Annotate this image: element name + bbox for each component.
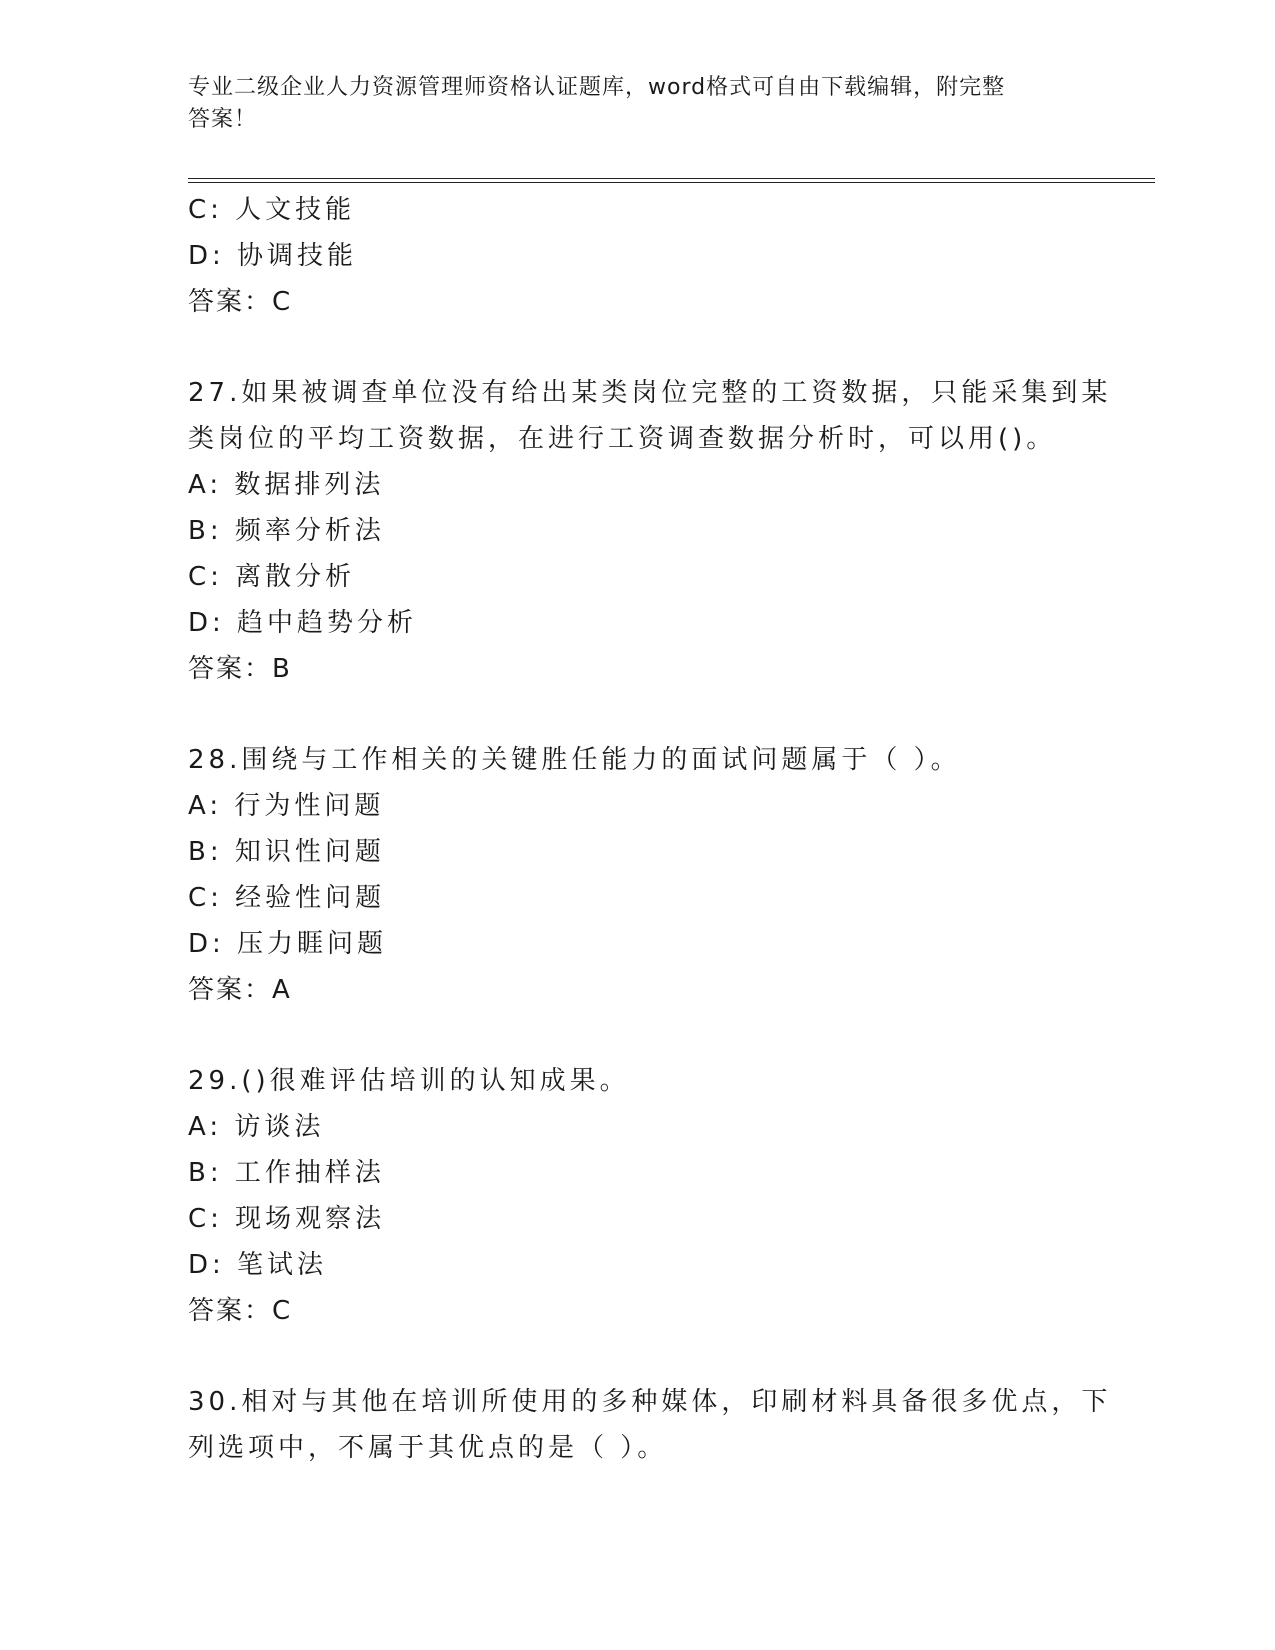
option: B: 知识性问题 xyxy=(188,837,385,867)
question-text: 27.如果被调查单位没有给出某类岗位完整的工资数据，只能采集到某 xyxy=(188,378,1112,408)
header-line: 答案！ xyxy=(188,107,258,132)
question-text: 30.相对与其他在培训所使用的多种媒体，印刷材料具备很多优点，下 xyxy=(188,1387,1112,1417)
question-block-29 xyxy=(188,1058,1088,1334)
question-text: 28.围绕与工作相关的关键胜任能力的面试问题属于（ ）。 xyxy=(188,745,961,775)
document-header xyxy=(188,72,1068,136)
option: D: 趋中趋势分析 xyxy=(188,608,418,638)
option: D: 压力睚问题 xyxy=(188,929,388,959)
question-block-27 xyxy=(188,370,1112,692)
option: A: 数据排列法 xyxy=(188,470,385,500)
option: A: 访谈法 xyxy=(188,1112,325,1142)
option: A: 行为性问题 xyxy=(188,791,385,821)
option: B: 工作抽样法 xyxy=(188,1158,385,1188)
question-block-prev xyxy=(188,187,1088,325)
header-divider xyxy=(188,178,1155,183)
answer: 答案：A xyxy=(188,975,292,1005)
option: C: 离散分析 xyxy=(188,562,356,592)
question-block-28 xyxy=(188,737,1088,1013)
question-text: 29.()很难评估培训的认知成果。 xyxy=(188,1066,630,1096)
option: C: 现场观察法 xyxy=(188,1204,386,1234)
question-text: 列选项中，不属于其优点的是（ ）。 xyxy=(188,1433,668,1463)
option: C: 人文技能 xyxy=(188,195,356,225)
answer: 答案：C xyxy=(188,1296,293,1326)
header-line: 专业二级企业人力资源管理师资格认证题库，word格式可自由下载编辑，附完整 xyxy=(188,75,1006,100)
option: B: 频率分析法 xyxy=(188,516,385,546)
option: D: 笔试法 xyxy=(188,1250,328,1280)
question-text: 类岗位的平均工资数据，在进行工资调查数据分析时，可以用()。 xyxy=(188,424,1057,454)
question-block-30 xyxy=(188,1379,1112,1471)
question-list xyxy=(188,187,1112,1471)
option: C: 经验性问题 xyxy=(188,883,386,913)
option: D: 协调技能 xyxy=(188,241,358,271)
answer: 答案：B xyxy=(188,654,292,684)
answer: 答案：C xyxy=(188,287,293,317)
